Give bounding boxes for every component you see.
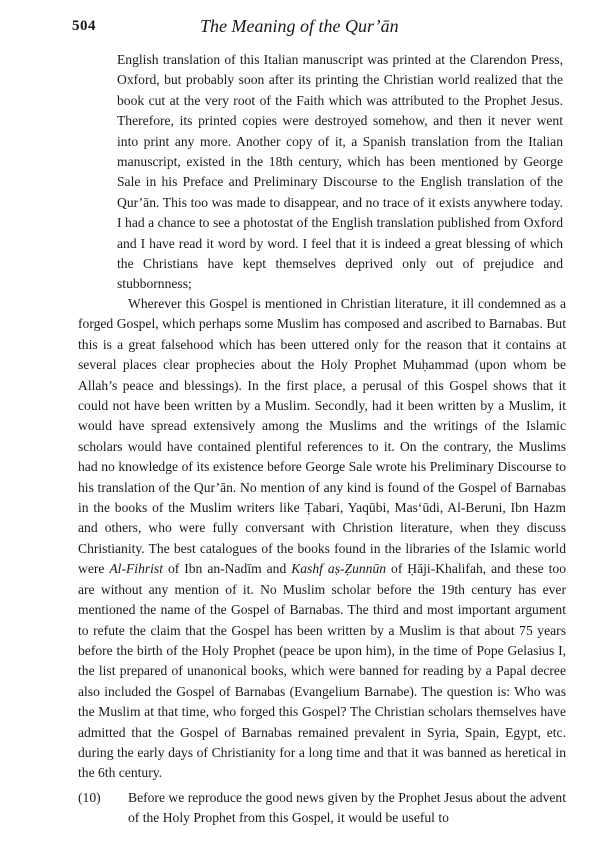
page-header [72, 18, 582, 40]
book-title-kashf: Kashf aṣ-Ẓunnūn [291, 561, 387, 577]
quote-paragraph: English translation of this Italian manuscript was printed at the Clarendon Press, Oxford, but probably soon after its printing the Christian world realized that the book cut at the very root of the Faith which was attributed to the Prophet Jesus. Therefore, its printed copies were destroyed somehow, and then it never went into print any more. Another copy of it, a Spanish translation from the Italian manuscript, existed in the 18th century, which has been mentioned by George Sale in his Preface and Preliminary Discourse to the English translation of the Qur’ān. This too was made to disappear, and no trace of it exists anywhere today. I had a chance to see a photostat of the English translation published from Oxford and I have read it word by word. I feel that it is indeed a great blessing of which the Christians have kept themselves deprived only out of prejudice and stubbornness; [117, 52, 563, 292]
page-number: 504 [72, 18, 96, 34]
book-title-al-fihrist: Al-Fihrist [109, 561, 163, 577]
main-paragraph-part-1: Wherever this Gospel is mentioned in Christian literature, it ill condemned as a forged Gospel, which perhaps some Muslim has composed and ascribed to Barnabas. But this is a great falsehood which has been uttered only for the reason that it contains at several places clear prophecies about the Holy Prophet Muḥammad (upon whom be Allah’s peace and blessings). In the first place, a perusal of this Gospel shows that it could not have been written by a Muslim. Secondly, had it been written by a Muslim, it would have spread extensively among the Muslims and the writings of the Islamic scholars would have contained plentiful references to it. On the contrary, the Muslims had no knowledge of its existence before George Sale wrote his Preliminary Discourse to his translation of the Qur’ān. No mention of any kind is found of the Gospel of Barnabas in the books of the Muslim writers like Ṭabari, Yaqūbi, Mas‘ūdi, Al-Beruni, Ibn Hazm and others, who were fully conversant with Christion literature, when they discuss Christianity. The best catalogues of the books found in the libraries of the Islamic world were [78, 296, 566, 577]
note-number: (10) [78, 790, 101, 805]
running-title: The Meaning of the Qur’ān [200, 16, 399, 36]
main-paragraph [78, 294, 566, 784]
main-paragraph-part-2: of Ibn an-Nadīm and [163, 561, 292, 577]
note-text: Before we reproduce the good news given by the Prophet Jesus about the advent of the Holy Prophet from this Gospel, it would be useful to [128, 790, 566, 826]
main-paragraph-part-3: of Ḥāji-Khalifah, and these too are without any mention of it. No Muslim scholar before the 19th century has ever mentioned the name of the Gospel of Barnabas. The third and most important argument to refute the claim that the Gospel has been written by a Muslim is that about 75 years before the birth of the Holy Prophet (peace be upon him), in the time of Pope Gelasius I, the list prepared of unanonical books, which were banned for reading by a Papal decree also included the Gospel of Barnabas (Evangelium Barnabe). The question is: Who was the Muslim at that time, who forged this Gospel? The Christian scholars themselves have admitted that the Gospel of Barnabas remained prevalent in Syria, Spain, Egypt, etc. during the early days of Christianity for a long time and that it was banned as heretical in the 6th century. [78, 561, 566, 781]
